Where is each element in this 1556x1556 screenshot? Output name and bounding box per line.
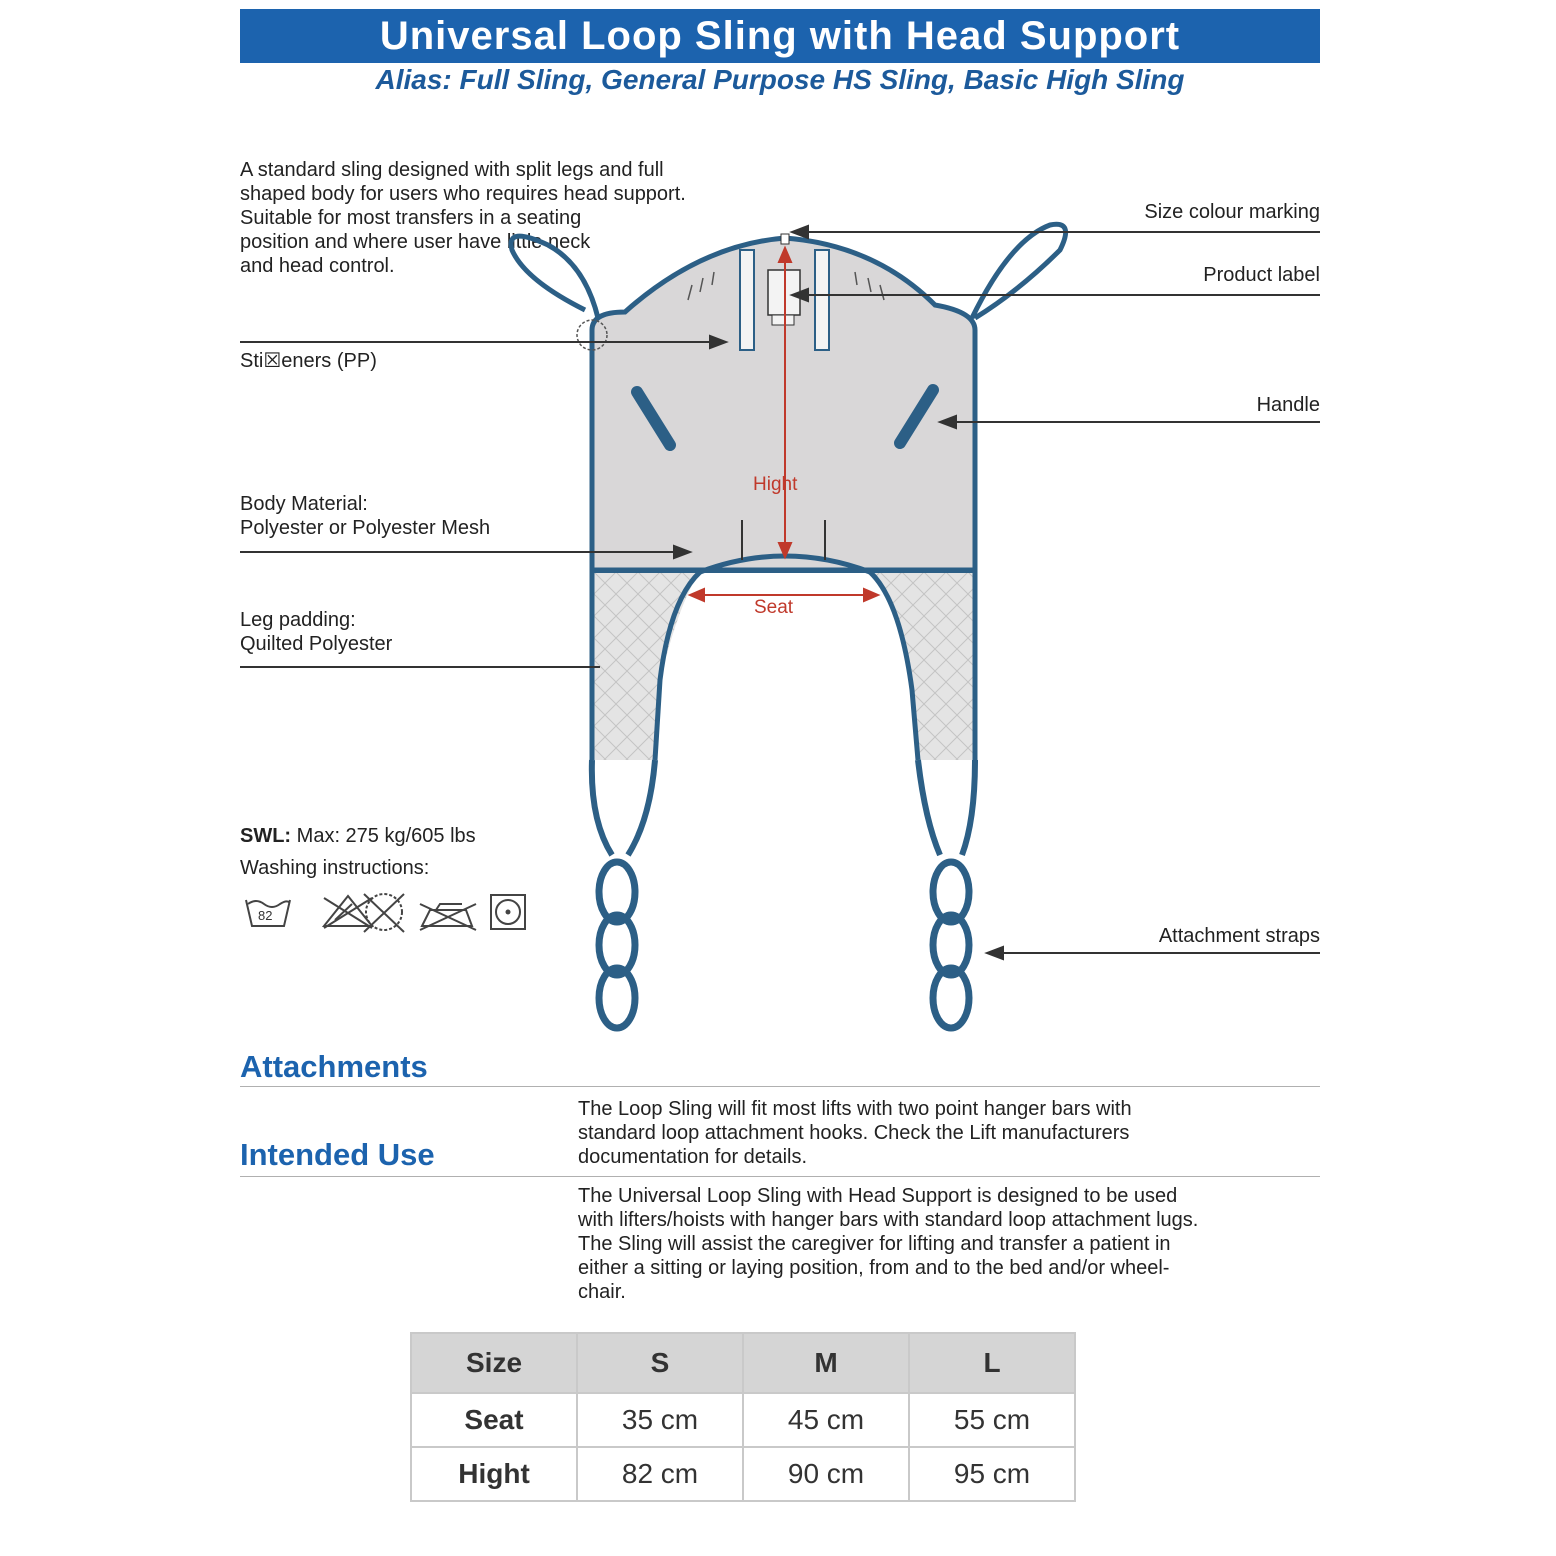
table-header-cell: S — [577, 1333, 743, 1393]
swl-label: SWL: — [240, 825, 292, 847]
callout-stiffeners: Sti☒eners (PP) — [240, 350, 377, 372]
right-head-loop — [972, 224, 1066, 318]
table-cell: 55 cm — [909, 1393, 1075, 1447]
table-cell: 45 cm — [743, 1393, 909, 1447]
table-header-row — [411, 1333, 1075, 1393]
left-head-loop — [511, 236, 598, 318]
washing-label: Washing instructions: — [240, 857, 430, 879]
seat-measure-label: Seat — [754, 597, 794, 618]
size-colour-marker — [781, 234, 789, 244]
intended-use-text: The Universal Loop Sling with Head Support is designed to be used with lifters/hoists with hanger bars with standard loop attachment lugs. The Sling will assist the caregiver for lifting and transfer a patient in either a sitting or laying position, from and to the bed and/or wheel- chair. — [578, 1185, 1199, 1303]
swl-line — [240, 824, 476, 848]
no-bleach-icon — [324, 896, 372, 928]
no-iron-icon — [420, 904, 476, 930]
page-title: Universal Loop Sling with Head Support — [379, 13, 1181, 58]
description-line: position and where user have little neck — [240, 231, 591, 253]
callout-size-colour-marking: Size colour marking — [1144, 201, 1320, 223]
divider — [240, 1086, 1320, 1087]
description-line: and head control. — [240, 255, 395, 277]
callout-product-label: Product label — [1203, 264, 1320, 286]
attachments-text: The Loop Sling will fit most lifts with two point hanger bars with standard loop attachment hooks. Check the Lift manufacturers documentation for details. — [578, 1098, 1132, 1168]
description-line: A standard sling designed with split legs and full — [240, 159, 664, 181]
table-header-cell: Size — [411, 1333, 577, 1393]
wash-82-icon — [246, 900, 290, 926]
table-row — [411, 1447, 1075, 1501]
divider — [240, 1176, 1320, 1177]
table-row-label: Seat — [411, 1393, 577, 1447]
table-cell: 82 cm — [577, 1447, 743, 1501]
left-attachment-loops — [599, 862, 635, 1028]
table-cell: 35 cm — [577, 1393, 743, 1447]
hight-measure-label: Hight — [753, 474, 798, 495]
table-cell: 95 cm — [909, 1447, 1075, 1501]
stiffener — [740, 250, 754, 350]
svg-text:82: 82 — [258, 908, 273, 923]
right-leg-strap — [918, 760, 975, 855]
table-cell: 90 cm — [743, 1447, 909, 1501]
table-row-label: Hight — [411, 1447, 577, 1501]
table-header-cell: L — [909, 1333, 1075, 1393]
no-tumble-dry-icon — [364, 894, 404, 932]
alias-subtitle: Alias: Full Sling, General Purpose HS Sling, Basic High Sling — [375, 64, 1185, 95]
callout-leg-padding: Leg padding: Quilted Polyester — [240, 609, 393, 655]
callout-attachment-straps: Attachment straps — [1158, 925, 1320, 947]
size-table — [410, 1332, 1076, 1502]
intended-use-heading: Intended Use — [240, 1137, 435, 1172]
table-header-cell: M — [743, 1333, 909, 1393]
washing-icons — [240, 890, 540, 938]
dryer-icon — [491, 895, 525, 929]
right-attachment-loops — [933, 862, 969, 1028]
description-line: shaped body for users who requires head support. — [240, 183, 686, 205]
description-line: Suitable for most transfers in a seating — [240, 207, 582, 229]
callout-handle: Handle — [1256, 394, 1320, 416]
callout-body-material: Body Material: Polyester or Polyester Mesh — [240, 493, 491, 539]
leg-padding — [870, 572, 975, 760]
table-row — [411, 1393, 1075, 1447]
swl-value: Max: 275 kg/605 lbs — [296, 825, 476, 847]
left-leg-strap — [592, 760, 655, 855]
leg-padding — [592, 572, 700, 760]
stiffener — [815, 250, 829, 350]
attachments-heading: Attachments — [240, 1049, 428, 1084]
